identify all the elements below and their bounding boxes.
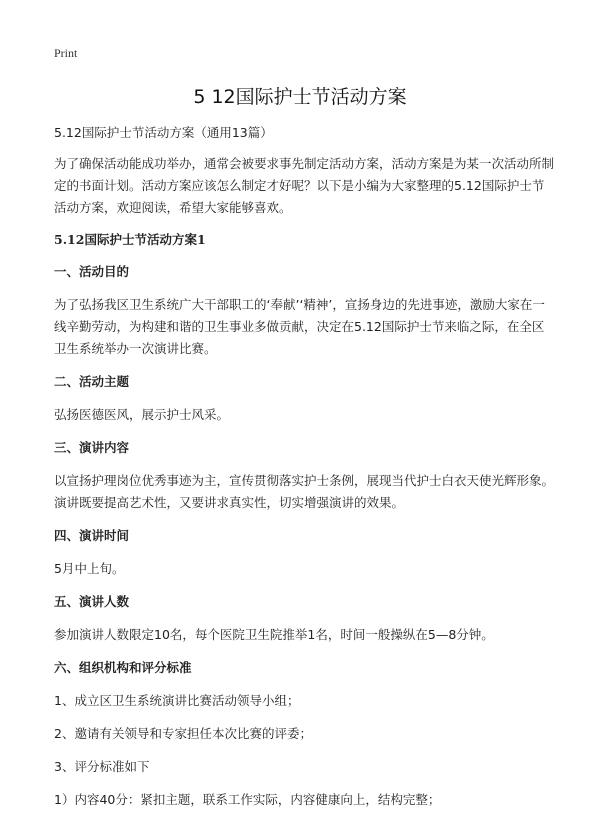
heading-time: 四、演讲时间 [54,528,130,543]
list-item: 1）内容40分：紧扣主题，联系工作实际，内容健康向上，结构完整； [54,792,441,807]
list-item: 3、评分标准如下 [54,759,150,774]
paragraph-purpose: 为了弘扬我区卫生系统广大干部职工的‘奉献’‘精神’，宣扬身边的先进事迹，激励大家在一线辛勤劳动，为构建和谐的卫生事业多做贡献，决定在5.12国际护士节来临之际，在全区卫生系统举办一次演讲比赛。 [54,297,545,356]
intro-paragraph: 为了确保活动能成功举办，通常会被要求事先制定活动方案，活动方案是为某一次活动所制定的书面计划。活动方案应该怎么制定才好呢？以下是小编为大家整理的5.12国际护士节活动方案，欢迎阅读，希望大家能够喜欢。 [54,156,555,215]
heading-theme: 二、活动主题 [54,374,130,389]
article-subtitle: 5.12国际护士节活动方案（通用13篇） [54,125,273,140]
paragraph-participants: 参加演讲人数限定10名，每个医院卫生院推举1名，时间一般操纵在5—8分钟。 [54,627,494,642]
page-title: 5 12国际护士节活动方案 [193,86,407,108]
article-body [54,122,554,822]
section-title: 5.12国际护士节活动方案1 [54,232,206,247]
paragraph-time: 5月中上旬。 [54,561,125,576]
paragraph-theme: 弘扬医德医风，展示护士风采。 [54,407,230,422]
print-link[interactable]: Print [54,46,78,60]
paragraph-content: 以宣扬护理岗位优秀事迹为主，宣传贯彻落实护士条例，展现当代护士白衣天使光辉形象。演讲既要提高艺术性，又要讲求真实性，切实增强演讲的效果。 [54,473,555,510]
heading-purpose: 一、活动目的 [54,264,130,279]
list-item: 1、成立区卫生系统演讲比赛活动领导小组； [54,693,300,708]
heading-participants: 五、演讲人数 [54,594,130,609]
list-item: 2、邀请有关领导和专家担任本次比赛的评委； [54,726,312,741]
heading-content: 三、演讲内容 [54,440,130,455]
heading-organization: 六、组织机构和评分标准 [54,660,192,675]
